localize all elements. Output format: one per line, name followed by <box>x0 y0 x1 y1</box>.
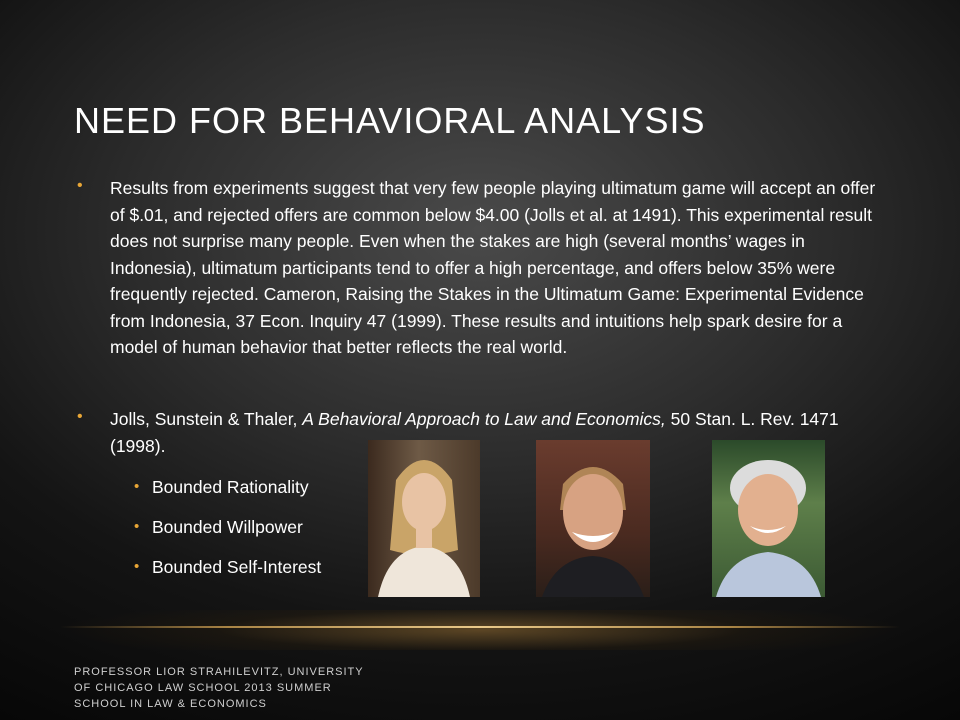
sub-bullet-rationality: Bounded Rationality <box>152 477 309 497</box>
slide-title: NEED FOR BEHAVIORAL ANALYSIS <box>74 100 706 141</box>
footer-text: PROFESSOR LIOR STRAHILEVITZ, UNIVERSITY OF CHICAGO LAW SCHOOL 2013 SUMMER SCHOOL IN LAW & ECONOMICS <box>74 666 364 710</box>
citation-source: 50 Stan. L. Rev. 1471 (1998). <box>110 409 839 456</box>
rule-glow <box>0 610 960 650</box>
sub-bullet-dot: • <box>134 558 140 575</box>
citation-authors: Jolls, Sunstein & Thaler, <box>110 409 303 429</box>
bullet-dot: • <box>77 177 83 194</box>
divider-rule <box>60 626 900 628</box>
portrait-photo-3 <box>712 440 825 597</box>
sub-bullet-willpower: Bounded Willpower <box>152 517 303 537</box>
portrait-photo-1 <box>368 440 480 597</box>
sub-bullet-self-interest: Bounded Self-Interest <box>152 557 322 577</box>
portrait-photo-2 <box>536 440 650 597</box>
sub-bullet-dot: • <box>134 518 140 535</box>
sub-bullet-dot: • <box>134 478 140 495</box>
bullet-dot: • <box>77 408 83 425</box>
citation-title: A Behavioral Approach to Law and Economics, <box>302 409 666 429</box>
bullet-experiments: Results from experiments suggest that very few people playing ultimatum game will accept an offer of $.01, and rejected offers are common below $4.00 (Jolls et al. at 1491). This experimental result does not surprise many people. Even when the stakes are high (several months’ wages in Indonesia), ultimatum participants tend to offer a high percentage, and offers below 35% were frequently rejected. Cameron, Raising the Stakes in the Ultimatum Game: Experimental Evidence from Indonesia, 37 Econ. Inquiry 47 (1999). These results and intuitions help spark desire for a model of human behavior that better reflects the real world. <box>110 178 876 357</box>
